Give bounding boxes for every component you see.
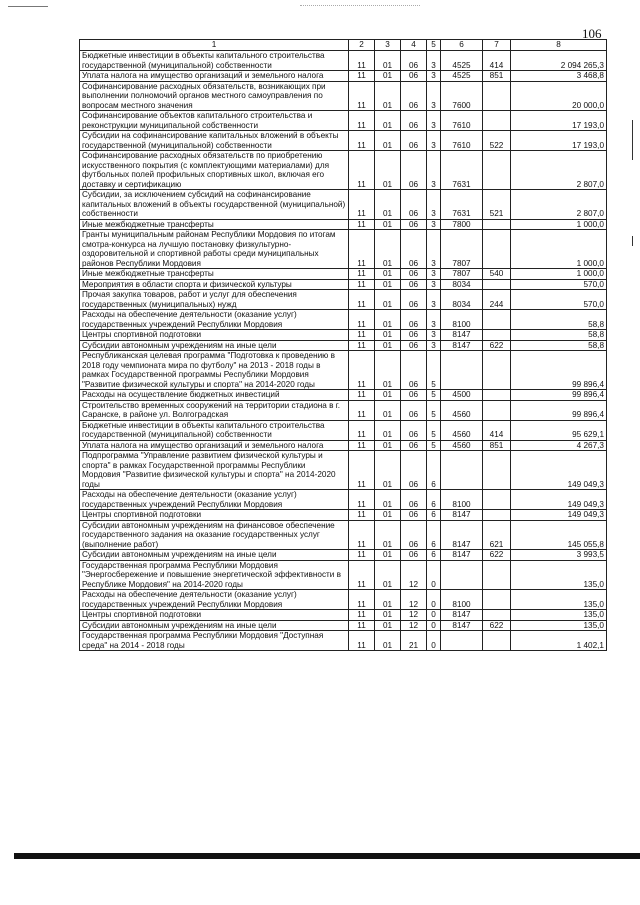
expense-type-code: 622 <box>483 550 511 561</box>
article-code: 8100 <box>441 490 483 510</box>
amount: 99 896,4 <box>511 351 607 390</box>
scan-edge-mark <box>632 120 633 160</box>
program-code: 06 <box>401 390 427 401</box>
table-row <box>80 151 607 190</box>
subsection-code: 01 <box>375 190 401 220</box>
subsection-code: 01 <box>375 510 401 521</box>
expense-type-code <box>483 510 511 521</box>
expense-type-code <box>483 400 511 420</box>
amount: 58,8 <box>511 340 607 351</box>
expense-type-code: 414 <box>483 51 511 71</box>
article-code: 4560 <box>441 420 483 440</box>
subsection-code: 01 <box>375 151 401 190</box>
article-code: 8147 <box>441 510 483 521</box>
table-row <box>80 330 607 341</box>
program-code: 06 <box>401 550 427 561</box>
row-description: Субсидии, за исключением субсидий на софинансирование капитальных вложений в объекты государственной (муниципальной) собственности <box>80 190 349 220</box>
subsection-code: 01 <box>375 620 401 631</box>
article-code <box>441 560 483 590</box>
section-code: 11 <box>349 631 375 651</box>
subsection-code: 01 <box>375 520 401 550</box>
row-description: Подпрограмма "Управление развитием физической культуры и спорта" в рамках Государственной программы Республики Мордовия "Развитие физической культуры и спорта" на 2014-2020 годы <box>80 451 349 490</box>
subprogram-code: 3 <box>427 279 441 290</box>
section-code: 11 <box>349 510 375 521</box>
subprogram-code: 3 <box>427 151 441 190</box>
section-code: 11 <box>349 310 375 330</box>
subsection-code: 01 <box>375 490 401 510</box>
expense-type-code <box>483 330 511 341</box>
subsection-code: 01 <box>375 230 401 269</box>
program-code: 06 <box>401 340 427 351</box>
article-code: 7610 <box>441 111 483 131</box>
program-code: 06 <box>401 520 427 550</box>
subprogram-code: 5 <box>427 390 441 401</box>
expense-type-code: 622 <box>483 620 511 631</box>
table-row <box>80 620 607 631</box>
expense-type-code <box>483 390 511 401</box>
section-code: 11 <box>349 390 375 401</box>
row-description: Центры спортивной подготовки <box>80 510 349 521</box>
program-code: 06 <box>401 420 427 440</box>
amount: 95 629,1 <box>511 420 607 440</box>
expense-type-code: 414 <box>483 420 511 440</box>
table-row <box>80 610 607 621</box>
scan-edge-mark <box>300 5 420 7</box>
table-row <box>80 510 607 521</box>
subprogram-code: 3 <box>427 131 441 151</box>
amount: 2 807,0 <box>511 190 607 220</box>
section-code: 11 <box>349 560 375 590</box>
expense-type-code: 522 <box>483 131 511 151</box>
row-description: Бюджетные инвестиции в объекты капитального строительства государственной (муниципальной) собственности <box>80 420 349 440</box>
table-row <box>80 520 607 550</box>
section-code: 11 <box>349 111 375 131</box>
subprogram-code: 0 <box>427 620 441 631</box>
column-header: 2 <box>349 40 375 51</box>
article-code: 7631 <box>441 190 483 220</box>
expense-type-code <box>483 590 511 610</box>
subsection-code: 01 <box>375 111 401 131</box>
expense-type-code: 244 <box>483 290 511 310</box>
section-code: 11 <box>349 550 375 561</box>
program-code: 12 <box>401 620 427 631</box>
subprogram-code: 0 <box>427 560 441 590</box>
article-code: 8100 <box>441 310 483 330</box>
table-row <box>80 269 607 280</box>
program-code: 06 <box>401 111 427 131</box>
row-description: Расходы на обеспечение деятельности (оказание услуг) государственных учреждений Республики Мордовия <box>80 590 349 610</box>
header-row <box>80 40 607 51</box>
amount: 570,0 <box>511 290 607 310</box>
section-code: 11 <box>349 279 375 290</box>
subsection-code: 01 <box>375 420 401 440</box>
table-row <box>80 131 607 151</box>
expense-type-code <box>483 451 511 490</box>
amount: 135,0 <box>511 610 607 621</box>
budget-table <box>79 39 607 651</box>
expense-type-code <box>483 490 511 510</box>
section-code: 11 <box>349 71 375 82</box>
row-description: Иные межбюджетные трансферты <box>80 219 349 230</box>
subsection-code: 01 <box>375 131 401 151</box>
subprogram-code: 6 <box>427 451 441 490</box>
scan-edge-mark <box>8 6 48 7</box>
subprogram-code: 3 <box>427 51 441 71</box>
row-description: Софинансирование расходных обязательств по приобретению искусственного покрытия (с комплектующими материалами) для футбольных полей профильных спортивных школ, включая его доставку и сертификацию <box>80 151 349 190</box>
program-code: 06 <box>401 81 427 111</box>
amount: 1 000,0 <box>511 269 607 280</box>
program-code: 06 <box>401 190 427 220</box>
table-row <box>80 420 607 440</box>
subprogram-code: 0 <box>427 590 441 610</box>
subsection-code: 01 <box>375 631 401 651</box>
article-code: 8147 <box>441 520 483 550</box>
row-description: Иные межбюджетные трансферты <box>80 269 349 280</box>
table-row <box>80 81 607 111</box>
expense-type-code <box>483 310 511 330</box>
subprogram-code: 0 <box>427 610 441 621</box>
subprogram-code: 3 <box>427 219 441 230</box>
amount: 4 267,3 <box>511 440 607 451</box>
article-code: 7631 <box>441 151 483 190</box>
expense-type-code <box>483 219 511 230</box>
article-code: 4525 <box>441 51 483 71</box>
amount: 3 468,8 <box>511 71 607 82</box>
subsection-code: 01 <box>375 330 401 341</box>
subprogram-code: 6 <box>427 510 441 521</box>
subprogram-code: 5 <box>427 440 441 451</box>
row-description: Центры спортивной подготовки <box>80 610 349 621</box>
scan-edge-mark <box>632 236 633 246</box>
column-header: 8 <box>511 40 607 51</box>
expense-type-code <box>483 560 511 590</box>
subprogram-code: 3 <box>427 190 441 220</box>
subprogram-code: 6 <box>427 490 441 510</box>
subsection-code: 01 <box>375 340 401 351</box>
article-code: 8147 <box>441 330 483 341</box>
subprogram-code: 3 <box>427 230 441 269</box>
expense-type-code: 621 <box>483 520 511 550</box>
subsection-code: 01 <box>375 279 401 290</box>
article-code: 7600 <box>441 81 483 111</box>
amount: 135,0 <box>511 590 607 610</box>
expense-type-code: 622 <box>483 340 511 351</box>
subsection-code: 01 <box>375 550 401 561</box>
program-code: 06 <box>401 279 427 290</box>
amount: 2 807,0 <box>511 151 607 190</box>
amount: 149 049,3 <box>511 451 607 490</box>
row-description: Уплата налога на имущество организаций и земельного налога <box>80 71 349 82</box>
column-header: 4 <box>401 40 427 51</box>
section-code: 11 <box>349 219 375 230</box>
amount: 135,0 <box>511 560 607 590</box>
table-row <box>80 451 607 490</box>
table-row <box>80 440 607 451</box>
table-row <box>80 310 607 330</box>
amount: 99 896,4 <box>511 390 607 401</box>
article-code <box>441 631 483 651</box>
amount: 135,0 <box>511 620 607 631</box>
column-header: 1 <box>80 40 349 51</box>
subsection-code: 01 <box>375 400 401 420</box>
amount: 1 000,0 <box>511 219 607 230</box>
section-code: 11 <box>349 590 375 610</box>
row-description: Субсидии на софинансирование капитальных вложений в объекты государственной (муниципальной) собственности <box>80 131 349 151</box>
article-code: 7800 <box>441 219 483 230</box>
article-code: 8147 <box>441 550 483 561</box>
amount: 570,0 <box>511 279 607 290</box>
article-code: 7807 <box>441 230 483 269</box>
expense-type-code <box>483 230 511 269</box>
article-code <box>441 451 483 490</box>
table-row <box>80 230 607 269</box>
subprogram-code: 3 <box>427 330 441 341</box>
subsection-code: 01 <box>375 51 401 71</box>
section-code: 11 <box>349 420 375 440</box>
amount: 17 193,0 <box>511 131 607 151</box>
subsection-code: 01 <box>375 451 401 490</box>
subprogram-code: 3 <box>427 340 441 351</box>
scan-bottom-bar <box>14 853 640 859</box>
expense-type-code: 851 <box>483 71 511 82</box>
program-code: 06 <box>401 219 427 230</box>
section-code: 11 <box>349 131 375 151</box>
program-code: 06 <box>401 351 427 390</box>
subsection-code: 01 <box>375 390 401 401</box>
program-code: 06 <box>401 510 427 521</box>
subsection-code: 01 <box>375 310 401 330</box>
expense-type-code: 521 <box>483 190 511 220</box>
program-code: 06 <box>401 269 427 280</box>
program-code: 06 <box>401 230 427 269</box>
subsection-code: 01 <box>375 71 401 82</box>
section-code: 11 <box>349 620 375 631</box>
subsection-code: 01 <box>375 560 401 590</box>
article-code: 4525 <box>441 71 483 82</box>
amount: 58,8 <box>511 330 607 341</box>
article-code: 4560 <box>441 440 483 451</box>
program-code: 06 <box>401 151 427 190</box>
expense-type-code <box>483 151 511 190</box>
row-description: Субсидии автономным учреждениям на иные цели <box>80 340 349 351</box>
section-code: 11 <box>349 81 375 111</box>
section-code: 11 <box>349 269 375 280</box>
program-code: 12 <box>401 590 427 610</box>
article-code: 8034 <box>441 290 483 310</box>
article-code <box>441 351 483 390</box>
table-body <box>80 51 607 651</box>
amount: 145 055,8 <box>511 520 607 550</box>
amount: 1 402,1 <box>511 631 607 651</box>
table-row <box>80 590 607 610</box>
section-code: 11 <box>349 520 375 550</box>
table-row <box>80 550 607 561</box>
section-code: 11 <box>349 440 375 451</box>
program-code: 21 <box>401 631 427 651</box>
column-header: 5 <box>427 40 441 51</box>
subprogram-code: 5 <box>427 420 441 440</box>
article-code: 7807 <box>441 269 483 280</box>
program-code: 06 <box>401 330 427 341</box>
article-code: 4500 <box>441 390 483 401</box>
subsection-code: 01 <box>375 269 401 280</box>
row-description: Мероприятия в области спорта и физической культуры <box>80 279 349 290</box>
expense-type-code: 851 <box>483 440 511 451</box>
section-code: 11 <box>349 51 375 71</box>
table-row <box>80 351 607 390</box>
row-description: Расходы на осуществление бюджетных инвестиций <box>80 390 349 401</box>
article-code: 8147 <box>441 610 483 621</box>
section-code: 11 <box>349 190 375 220</box>
article-code: 4560 <box>441 400 483 420</box>
table-row <box>80 219 607 230</box>
subprogram-code: 3 <box>427 290 441 310</box>
amount: 149 049,3 <box>511 510 607 521</box>
row-description: Гранты муниципальным районам Республики Мордовия по итогам смотра-конкурса на лучшую постановку физкультурно-оздоровительной и спортивной работы среди муниципальных районов Республики Мордовия <box>80 230 349 269</box>
subsection-code: 01 <box>375 440 401 451</box>
expense-type-code <box>483 610 511 621</box>
program-code: 06 <box>401 440 427 451</box>
expense-type-code <box>483 111 511 131</box>
table-row <box>80 631 607 651</box>
table-row <box>80 290 607 310</box>
section-code: 11 <box>349 230 375 269</box>
row-description: Субсидии автономным учреждениям на иные цели <box>80 550 349 561</box>
table-row <box>80 560 607 590</box>
subprogram-code: 3 <box>427 81 441 111</box>
table-row <box>80 400 607 420</box>
subprogram-code: 6 <box>427 520 441 550</box>
row-description: Софинансирование расходных обязательств, возникающих при выполнении полномочий органов местного самоуправления по вопросам местного значения <box>80 81 349 111</box>
row-description: Государственная программа Республики Мордовия "Энергосбережение и повышение энергетической эффективности в Республике Мордовия" на 2014-2020 годы <box>80 560 349 590</box>
table-row <box>80 71 607 82</box>
table-row <box>80 51 607 71</box>
subprogram-code: 0 <box>427 631 441 651</box>
amount: 149 049,3 <box>511 490 607 510</box>
row-description: Центры спортивной подготовки <box>80 330 349 341</box>
table-row <box>80 111 607 131</box>
column-header: 7 <box>483 40 511 51</box>
amount: 2 094 265,3 <box>511 51 607 71</box>
expense-type-code: 540 <box>483 269 511 280</box>
subsection-code: 01 <box>375 610 401 621</box>
expense-type-code <box>483 81 511 111</box>
article-code: 7610 <box>441 131 483 151</box>
section-code: 11 <box>349 400 375 420</box>
table-row <box>80 190 607 220</box>
subprogram-code: 3 <box>427 111 441 131</box>
subsection-code: 01 <box>375 351 401 390</box>
program-code: 06 <box>401 490 427 510</box>
row-description: Государственная программа Республики Мордовия "Доступная среда" на 2014 - 2018 годы <box>80 631 349 651</box>
row-description: Расходы на обеспечение деятельности (оказание услуг) государственных учреждений Республики Мордовия <box>80 490 349 510</box>
program-code: 06 <box>401 400 427 420</box>
subsection-code: 01 <box>375 590 401 610</box>
table-row <box>80 390 607 401</box>
section-code: 11 <box>349 451 375 490</box>
subprogram-code: 3 <box>427 310 441 330</box>
section-code: 11 <box>349 490 375 510</box>
amount: 17 193,0 <box>511 111 607 131</box>
row-description: Бюджетные инвестиции в объекты капитального строительства государственной (муниципальной) собственности <box>80 51 349 71</box>
table-row <box>80 340 607 351</box>
page-number: 106 <box>582 26 602 41</box>
program-code: 06 <box>401 51 427 71</box>
section-code: 11 <box>349 610 375 621</box>
program-code: 06 <box>401 71 427 82</box>
program-code: 12 <box>401 610 427 621</box>
subprogram-code: 3 <box>427 269 441 280</box>
table-row <box>80 490 607 510</box>
expense-type-code <box>483 351 511 390</box>
section-code: 11 <box>349 340 375 351</box>
article-code: 8147 <box>441 620 483 631</box>
program-code: 06 <box>401 131 427 151</box>
section-code: 11 <box>349 351 375 390</box>
subprogram-code: 3 <box>427 71 441 82</box>
program-code: 12 <box>401 560 427 590</box>
table-row <box>80 279 607 290</box>
amount: 3 993,5 <box>511 550 607 561</box>
section-code: 11 <box>349 330 375 341</box>
expense-type-code <box>483 279 511 290</box>
subsection-code: 01 <box>375 290 401 310</box>
article-code: 8100 <box>441 590 483 610</box>
column-header: 3 <box>375 40 401 51</box>
program-code: 06 <box>401 290 427 310</box>
amount: 99 896,4 <box>511 400 607 420</box>
row-description: Субсидии автономным учреждениям на иные цели <box>80 620 349 631</box>
subsection-code: 01 <box>375 81 401 111</box>
program-code: 06 <box>401 451 427 490</box>
row-description: Уплата налога на имущество организаций и земельного налога <box>80 440 349 451</box>
row-description: Республиканская целевая программа "Подготовка к проведению в 2018 году чемпионата мира по футболу" на 2013 - 2018 годы в рамках Государственной программы Республики Мордовия "Развитие физической культуры и спорта" на 2014-2020 годы <box>80 351 349 390</box>
subsection-code: 01 <box>375 219 401 230</box>
section-code: 11 <box>349 290 375 310</box>
program-code: 06 <box>401 310 427 330</box>
subprogram-code: 5 <box>427 351 441 390</box>
row-description: Расходы на обеспечение деятельности (оказание услуг) государственных учреждений Республики Мордовия <box>80 310 349 330</box>
row-description: Прочая закупка товаров, работ и услуг для обеспечения государственных (муниципальных) нужд <box>80 290 349 310</box>
amount: 1 000,0 <box>511 230 607 269</box>
amount: 20 000,0 <box>511 81 607 111</box>
row-description: Строительство временных сооружений на территории стадиона в г. Саранске, в районе ул. Волгоградская <box>80 400 349 420</box>
subprogram-code: 5 <box>427 400 441 420</box>
article-code: 8147 <box>441 340 483 351</box>
article-code: 8034 <box>441 279 483 290</box>
row-description: Субсидии автономным учреждениям на финансовое обеспечение государственного задания на оказание государственных услуг (выполнение работ) <box>80 520 349 550</box>
section-code: 11 <box>349 151 375 190</box>
row-description: Софинансирование объектов капитального строительства и реконструкции муниципальной собственности <box>80 111 349 131</box>
column-header: 6 <box>441 40 483 51</box>
amount: 58,8 <box>511 310 607 330</box>
subprogram-code: 6 <box>427 550 441 561</box>
expense-type-code <box>483 631 511 651</box>
